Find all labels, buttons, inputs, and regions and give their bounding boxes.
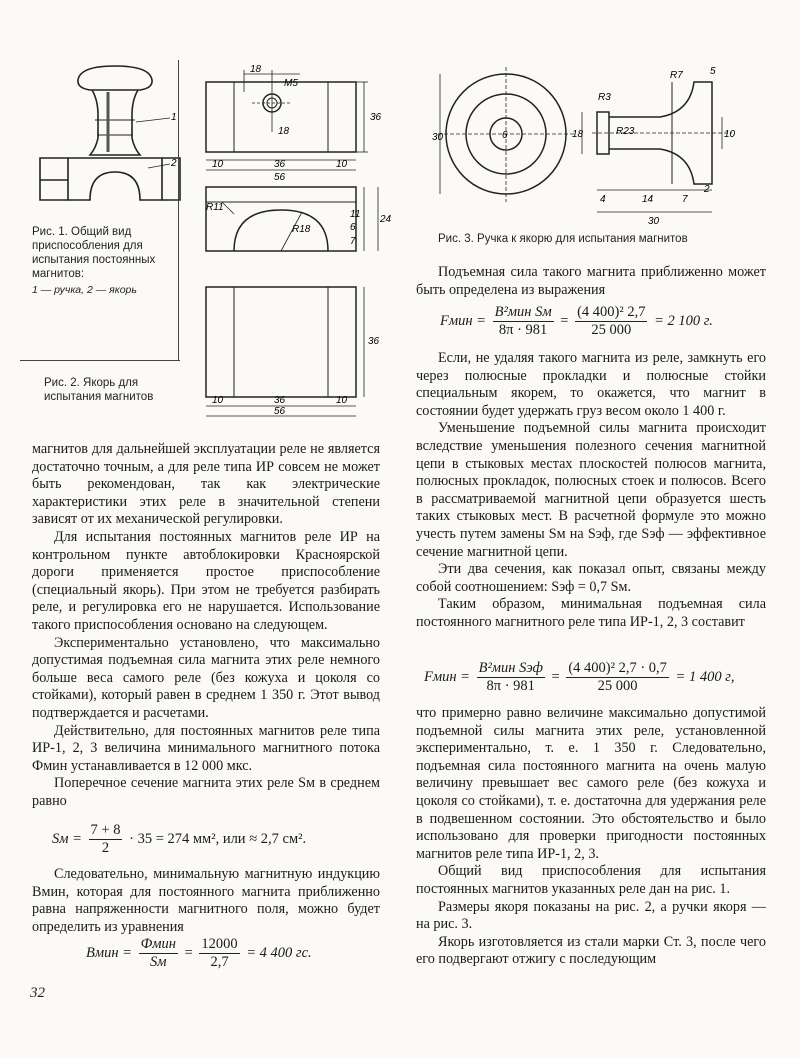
fig2-dim-56a: 56 xyxy=(274,172,286,183)
fig2-dim-10a: 10 xyxy=(212,159,224,170)
right-paragraph-2: Если, не удаляя такого магнита из реле, замкнуть его через полюсные прокладки и полюсные стойки специальным якорем, то окажется, что магнит в состоянии будет удержать груз весом около 1 400 г. xyxy=(416,350,766,419)
fig3-dim-30b: 30 xyxy=(648,216,660,227)
right-paragraph-9: Якорь изготовляется из стали марки Ст. 3, после чего его подвергают отжигу с последующим xyxy=(416,933,766,968)
left-paragraph-3: Действительно, для постоянных магнитов реле типа ИР-1, 2, 3 величина минимального магнитного потока Фмин устанавливается в 12 000 мкс. xyxy=(32,722,380,774)
right-column-3 xyxy=(416,705,766,969)
figure-3-drawing xyxy=(432,62,777,232)
fig2-dim-10d: 10 xyxy=(336,395,348,406)
right-paragraph-4: Эти два сечения, как показал опыт, связаны между собой соотношением: Sэф = 0,7 Sм. xyxy=(416,561,766,595)
equation-min-lift-force: Fмин = $\frac{\text{B²мин Sэф}}{8\pi \cdot 981}$ = $\frac{\text{(4 400)² 2,7 · 0,7}}{25 000}$ = 1 400 г, xyxy=(424,660,735,694)
left-paragraph-0: магнитов для дальнейшей эксплуатации реле не является достаточно точным, а для реле типа ИР совсем не может быть рекомендован, так как электрические характеристики этих реле в значительной степени зависят от их механической регулировки. xyxy=(32,441,380,528)
fig3-dim-5: 5 xyxy=(710,66,716,77)
fig2-dim-r11: R11 xyxy=(206,202,224,213)
fig2-dim-r18: R18 xyxy=(292,224,311,235)
right-column-2 xyxy=(416,350,766,632)
right-column-1 xyxy=(416,264,766,299)
page-number: 32 xyxy=(30,985,45,1001)
fig3-dim-r7: R7 xyxy=(670,70,683,81)
fig2-dim-36v: 36 xyxy=(370,112,382,123)
fig2-dim-6: 6 xyxy=(350,222,356,233)
figure-divider-bottom xyxy=(20,360,180,362)
fig2-dim-24: 24 xyxy=(380,214,392,225)
fig3-dim-6: 6 xyxy=(502,130,508,141)
fig2-dim-7: 7 xyxy=(350,236,356,247)
fig1-label-1: 1 xyxy=(171,112,177,123)
fig1-caption: Рис. 1. Общий вид приспособления для испытания постоянных магнитов: 1 — ручка, 2 — якорь xyxy=(32,226,156,296)
fig2-dim-10c: 10 xyxy=(212,395,224,406)
fig3-dim-7: 7 xyxy=(682,194,688,205)
equation-lift-force: Fмин = $\frac{\text{B²мин Sм}}{8\pi \cdot 981}$ = $\frac{\text{(4 400)² 2,7}}{25 000}$ = 2 100 г. xyxy=(440,304,713,338)
left-column xyxy=(32,441,380,810)
fig3-dim-r23: R23 xyxy=(616,126,635,137)
equation-induction: Bмин = $\frac{\text{Фмин}}{Sм}$ = $\frac{12000}{2,7}$ = 4 400 гс. xyxy=(86,936,312,970)
fig3-dim-2: 2 xyxy=(704,184,710,195)
fig2-dim-10b: 10 xyxy=(336,159,348,170)
left-paragraph-4: Поперечное сечение магнита этих реле Sм в среднем равно xyxy=(32,775,380,809)
fig3-dim-30: 30 xyxy=(432,132,444,143)
fig2-caption: Рис. 2. Якорь для испытания магнитов xyxy=(44,377,154,403)
fig2-dim-56b: 56 xyxy=(274,406,286,417)
fig2-dim-11: 11 xyxy=(350,209,361,220)
fig3-dim-14: 14 xyxy=(642,194,654,205)
equation-cross-section: Sм = $\frac{7 + 8}{2}$ · 35 = 274 мм², или ≈ 2,7 см². xyxy=(52,822,307,856)
left-column-2 xyxy=(32,866,380,936)
fig2-dim-36a: 36 xyxy=(274,159,286,170)
figure-divider xyxy=(178,60,180,360)
figure-1-drawing xyxy=(20,60,190,230)
fig2-dim-18: 18 xyxy=(250,64,262,75)
fig2-dim-36b: 36 xyxy=(274,395,286,406)
fig2-dim-36v2: 36 xyxy=(368,336,380,347)
right-paragraph-1: Подъемная сила такого магнита приближенно может быть определена из выражения xyxy=(416,264,766,298)
fig3-dim-18: 18 xyxy=(572,129,584,140)
fig2-dim-18v: 18 xyxy=(278,126,290,137)
right-paragraph-6: что примерно равно величине максимально допустимой подъемной силы магнита этих реле, установленной экспериментально, т. е. 1 350 г. Следовательно, подъемная сила постоянного магнита на очень малую величину превышает вес самого реле (без кожуха и цоколя со стойками), т. е. достаточна для удержания реле в подвешенном состоянии. Это обстоятельство и было использовано для проверки пригодности постоянных магнитов реле типа ИР-1, 2, 3. xyxy=(416,705,766,862)
right-paragraph-5: Таким образом, минимальная подъемная сила постоянного магнитного реле типа ИР-1, 2, 3 составит xyxy=(416,596,766,630)
right-paragraph-8: Размеры якоря показаны на рис. 2, а ручки якоря — на рис. 3. xyxy=(416,898,766,933)
left-paragraph-1: Для испытания постоянных магнитов реле ИР на контрольном пункте автоблокировки Красноярской дороги применяется простое приспособление (специальный якорь). При этом не требуется разбирать реле, и регулировка его не нарушается. Использование такого приспособления основано на следующем. xyxy=(32,528,380,633)
fig3-dim-r3: R3 xyxy=(598,92,611,103)
fig1-label-2: 2 xyxy=(171,158,177,169)
fig3-caption: Рис. 3. Ручка к якорю для испытания магнитов xyxy=(438,233,688,245)
right-paragraph-7: Общий вид приспособления для испытания постоянных магнитов указанных реле дан на рис. 1. xyxy=(416,863,766,897)
fig3-dim-4: 4 xyxy=(600,194,606,205)
figure-2-drawing xyxy=(192,62,392,422)
left-paragraph-2: Экспериментально установлено, что максимально допустимая подъемная сила магнита этих реле немного больше веса самого реле (без кожуха и цоколя со стойками), который равен в среднем 1 350 г. Этот вывод подтверждается и расчетами. xyxy=(32,634,380,721)
fig2-dim-m5: M5 xyxy=(284,78,298,89)
right-paragraph-3: Уменьшение подъемной силы магнита происходит вследствие уменьшения полезного сечения магнитной цепи в стыковых местах плоскостей полюсов магнита, полюсных прокладок, полюсных стоек и полюсов. Всего в рассматриваемой магнитной цепи образуется шесть таких стыковых мест. В расчетной формуле это можно учесть путем замены Sм на Sэф, где Sэф — эффективное сечение магнитной цепи. xyxy=(416,420,766,560)
fig3-dim-10: 10 xyxy=(724,129,736,140)
left-paragraph-5: Следовательно, минимальную магнитную индукцию Bмин, которая для постоянного магнита приближенно равна напряженности магнитного поля, можно будет определить из уравнения xyxy=(32,866,380,935)
